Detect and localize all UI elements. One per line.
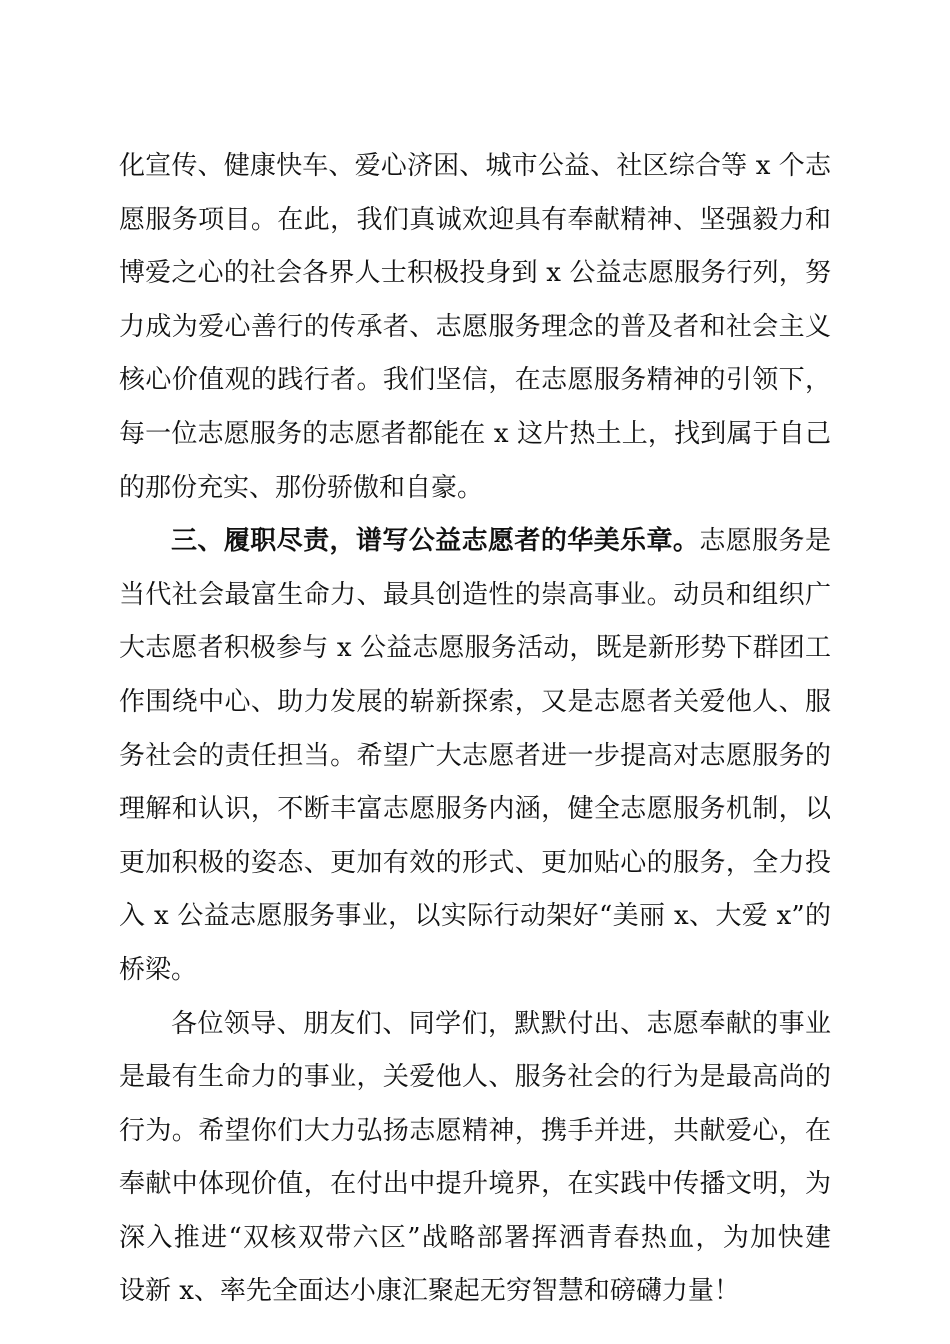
text-line: 奉献中体现价值，在付出中提升境界，在实践中传播文明，为 [119,1169,831,1200]
text-line: 理解和认识，不断丰富志愿服务内涵，健全志愿服务机制，以 [119,794,831,825]
text-line: 力成为爱心善行的传承者、志愿服务理念的普及者和社会主义 [119,311,831,342]
text-line: 大志愿者积极参与 x 公益志愿服务活动，既是新形势下群团工 [119,633,831,664]
text-line: 作围绕中心、助力发展的崭新探索，又是志愿者关爱他人、服 [119,686,831,717]
document-body [119,140,831,1319]
text-line: 入 x 公益志愿服务事业，以实际行动架好“美丽 x、大爱 x”的 [119,901,831,932]
text-line: 设新 x、率先全面达小康汇聚起无穷智慧和磅礴力量！ [119,1276,740,1307]
text-fragment: 志愿服务是 [699,526,831,557]
text-line: 更加积极的姿态、更加有效的形式、更加贴心的服务，全力投 [119,847,831,878]
text-line: 博爱之心的社会各界人士积极投身到 x 公益志愿服务行列，努 [119,258,831,289]
paragraph-section-three [119,515,831,997]
text-line: 愿服务项目。在此，我们真诚欢迎具有奉献精神、坚强毅力和 [119,204,831,235]
text-line: 务社会的责任担当。希望广大志愿者进一步提高对志愿服务的 [119,740,831,771]
text-line: 化宣传、健康快车、爱心济困、城市公益、社区综合等 x 个志 [119,151,831,181]
text-line: 当代社会最富生命力、最具创造性的崇高事业。动员和组织广 [119,579,831,610]
text-line: 桥梁。 [119,954,198,985]
text-line: 深入推进“双核双带六区”战略部署挥洒青春热血，为加快建 [119,1222,831,1253]
text-line: 每一位志愿服务的志愿者都能在 x 这片热土上，找到属于自己 [119,418,831,449]
paragraph-volunteer-projects [119,140,831,515]
section-heading-line [119,515,831,569]
text-line: 的那份充实、那份骄傲和自豪。 [119,472,484,503]
text-line: 行为。希望你们大力弘扬志愿精神，携手并进，共献爱心，在 [119,1115,831,1146]
section-heading: 三、履职尽责，谱写公益志愿者的华美乐章。 [171,526,700,557]
text-line: 核心价值观的践行者。我们坚信，在志愿服务精神的引领下， [119,365,831,396]
paragraph-closing [119,998,831,1320]
text-line: 各位领导、朋友们、同学们，默默付出、志愿奉献的事业 [171,1008,831,1039]
text-line: 是最有生命力的事业，关爱他人、服务社会的行为是最高尚的 [119,1062,831,1093]
